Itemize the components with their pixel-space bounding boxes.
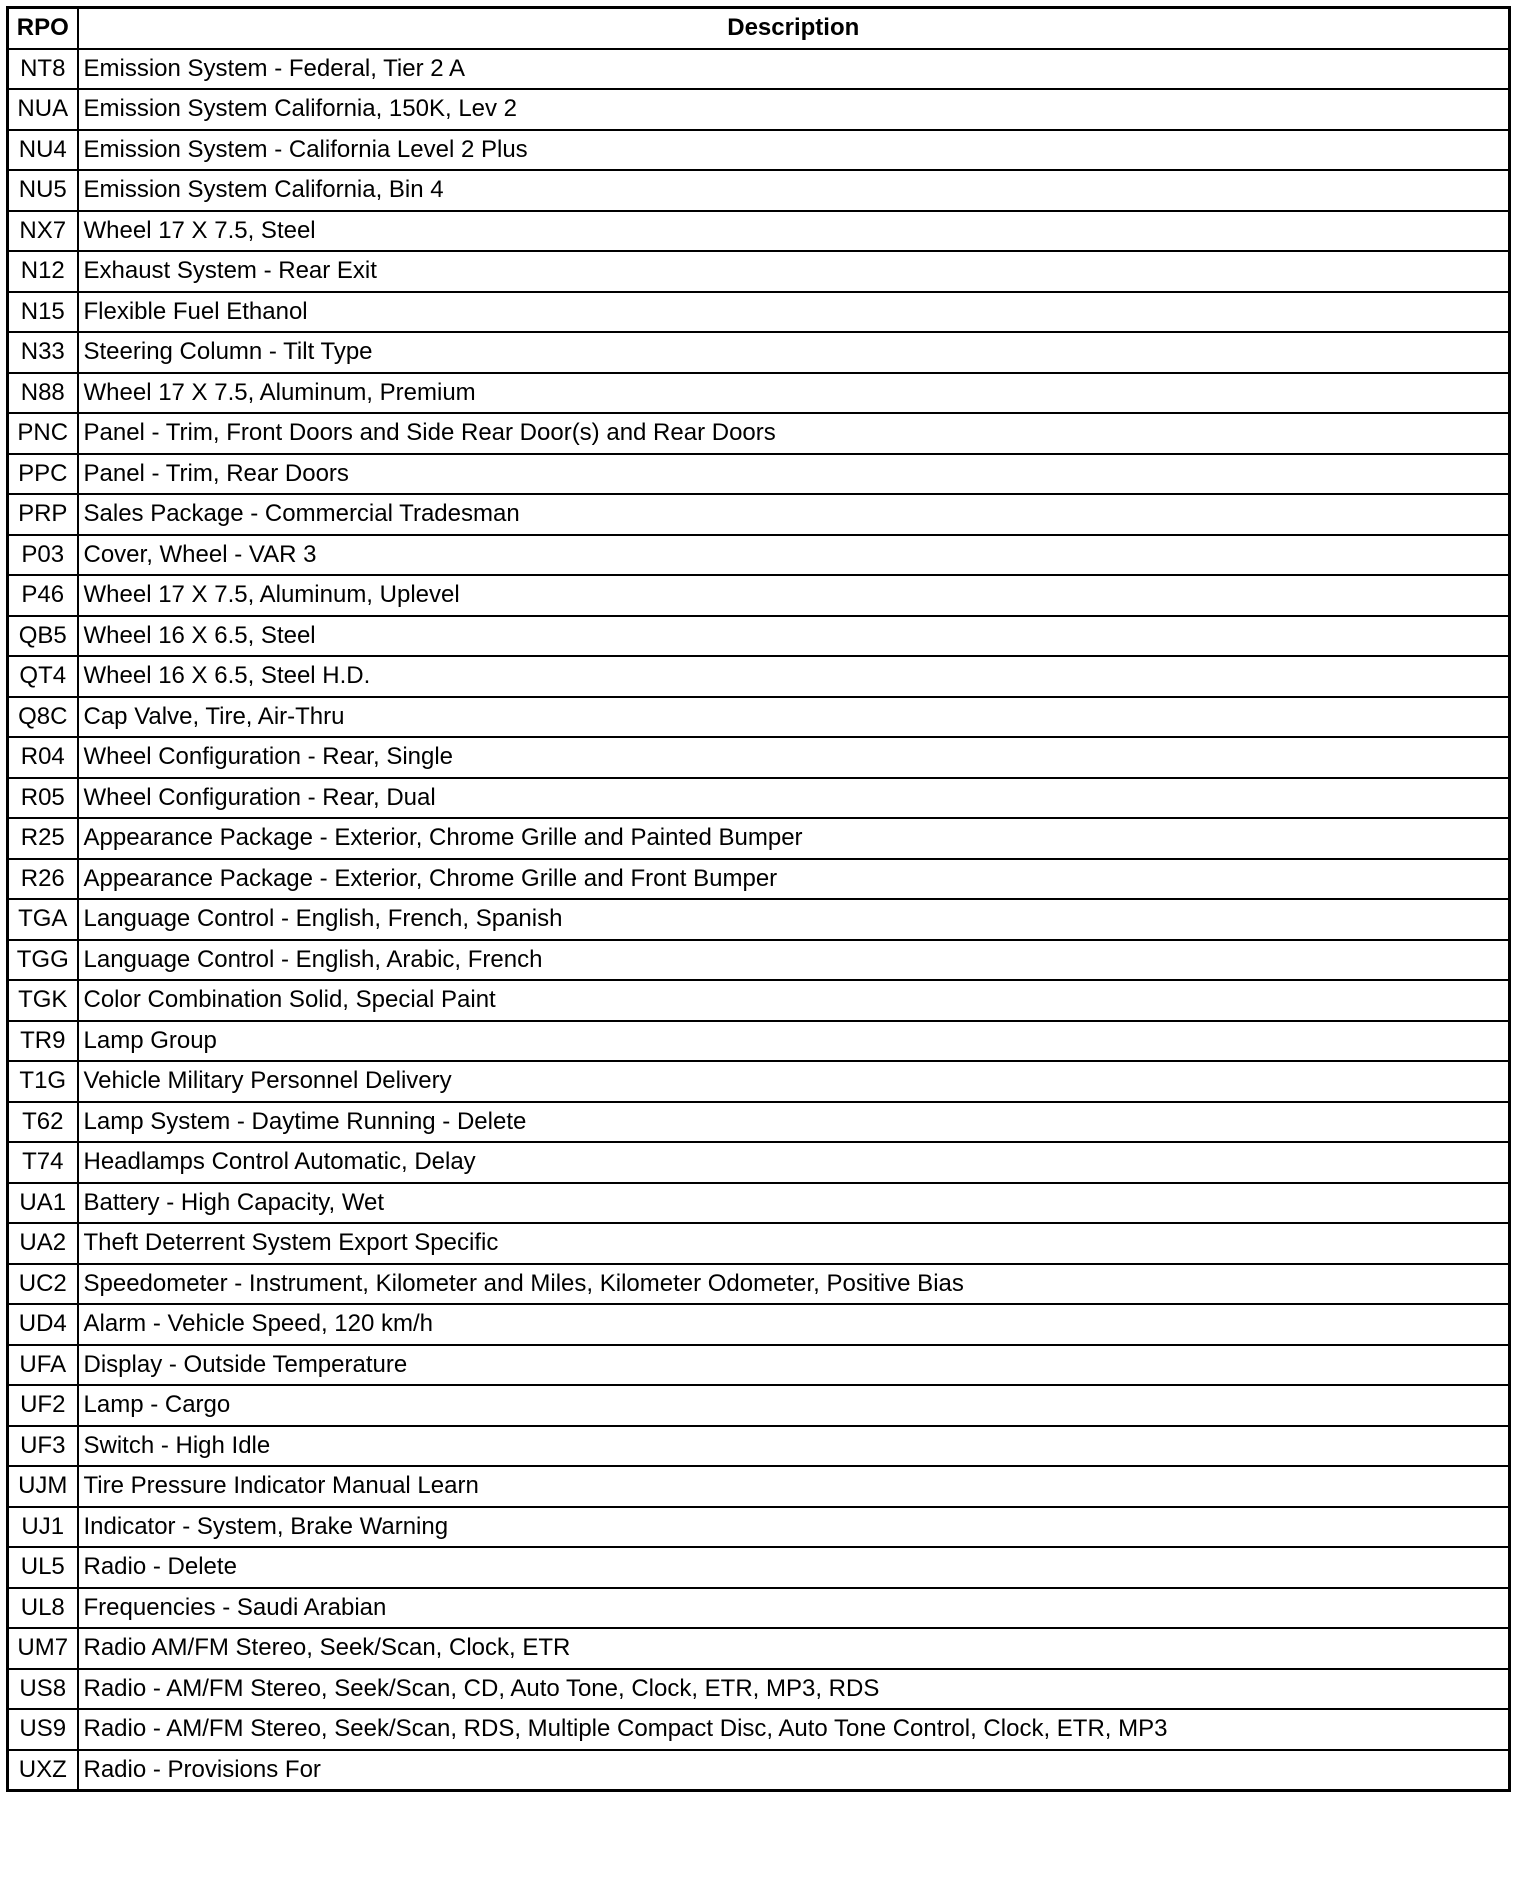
rpo-description-cell: Display - Outside Temperature <box>78 1345 1510 1386</box>
rpo-code-cell: UL8 <box>8 1588 78 1629</box>
table-row <box>8 616 1510 657</box>
rpo-description-cell: Frequencies - Saudi Arabian <box>78 1588 1510 1629</box>
rpo-description-cell: Radio - AM/FM Stereo, Seek/Scan, CD, Auto Tone, Clock, ETR, MP3, RDS <box>78 1669 1510 1710</box>
rpo-code-cell: UC2 <box>8 1264 78 1305</box>
table-row <box>8 1628 1510 1669</box>
table-row <box>8 251 1510 292</box>
rpo-description-cell: Panel - Trim, Front Doors and Side Rear Door(s) and Rear Doors <box>78 413 1510 454</box>
rpo-description-cell: Emission System - Federal, Tier 2 A <box>78 49 1510 90</box>
rpo-code-cell: PPC <box>8 454 78 495</box>
table-row <box>8 211 1510 252</box>
rpo-description-cell: Alarm - Vehicle Speed, 120 km/h <box>78 1304 1510 1345</box>
rpo-code-cell: UL5 <box>8 1547 78 1588</box>
table-row <box>8 1385 1510 1426</box>
table-row <box>8 373 1510 414</box>
rpo-description-cell: Language Control - English, Arabic, French <box>78 940 1510 981</box>
rpo-code-cell: QT4 <box>8 656 78 697</box>
table-row <box>8 656 1510 697</box>
rpo-code-cell: UXZ <box>8 1750 78 1791</box>
rpo-description-cell: Panel - Trim, Rear Doors <box>78 454 1510 495</box>
table-row <box>8 575 1510 616</box>
rpo-code-cell: UM7 <box>8 1628 78 1669</box>
rpo-code-cell: UJM <box>8 1466 78 1507</box>
table-row <box>8 1507 1510 1548</box>
table-row <box>8 737 1510 778</box>
rpo-description-cell: Headlamps Control Automatic, Delay <box>78 1142 1510 1183</box>
rpo-code-cell: N88 <box>8 373 78 414</box>
table-row <box>8 1750 1510 1791</box>
table-row <box>8 332 1510 373</box>
rpo-description-cell: Emission System California, 150K, Lev 2 <box>78 89 1510 130</box>
rpo-code-cell: PRP <box>8 494 78 535</box>
rpo-description-cell: Tire Pressure Indicator Manual Learn <box>78 1466 1510 1507</box>
table-row <box>8 1709 1510 1750</box>
rpo-description-cell: Cap Valve, Tire, Air-Thru <box>78 697 1510 738</box>
rpo-code-cell: UFA <box>8 1345 78 1386</box>
rpo-code-cell: UJ1 <box>8 1507 78 1548</box>
rpo-description-cell: Appearance Package - Exterior, Chrome Grille and Painted Bumper <box>78 818 1510 859</box>
rpo-description-cell: Speedometer - Instrument, Kilometer and Miles, Kilometer Odometer, Positive Bias <box>78 1264 1510 1305</box>
table-row <box>8 818 1510 859</box>
rpo-description-cell: Radio - Delete <box>78 1547 1510 1588</box>
rpo-code-cell: NU4 <box>8 130 78 171</box>
rpo-description-cell: Radio - AM/FM Stereo, Seek/Scan, RDS, Multiple Compact Disc, Auto Tone Control, Clock, ETR, MP3 <box>78 1709 1510 1750</box>
rpo-description-cell: Switch - High Idle <box>78 1426 1510 1467</box>
table-row <box>8 899 1510 940</box>
table-row <box>8 1426 1510 1467</box>
table-row <box>8 1304 1510 1345</box>
table-row <box>8 413 1510 454</box>
rpo-description-cell: Cover, Wheel - VAR 3 <box>78 535 1510 576</box>
table-row <box>8 1345 1510 1386</box>
rpo-description-cell: Wheel 17 X 7.5, Aluminum, Uplevel <box>78 575 1510 616</box>
table-row <box>8 1061 1510 1102</box>
table-row <box>8 1588 1510 1629</box>
rpo-description-cell: Battery - High Capacity, Wet <box>78 1183 1510 1224</box>
rpo-code-cell: NX7 <box>8 211 78 252</box>
rpo-description-cell: Wheel Configuration - Rear, Single <box>78 737 1510 778</box>
rpo-code-cell: TGA <box>8 899 78 940</box>
rpo-description-cell: Wheel Configuration - Rear, Dual <box>78 778 1510 819</box>
rpo-code-cell: NUA <box>8 89 78 130</box>
table-row <box>8 494 1510 535</box>
rpo-description-cell: Theft Deterrent System Export Specific <box>78 1223 1510 1264</box>
rpo-description-cell: Wheel 17 X 7.5, Steel <box>78 211 1510 252</box>
rpo-code-cell: R25 <box>8 818 78 859</box>
header-description: Description <box>78 8 1510 49</box>
table-row <box>8 1223 1510 1264</box>
rpo-description-cell: Exhaust System - Rear Exit <box>78 251 1510 292</box>
header-rpo: RPO <box>8 8 78 49</box>
rpo-description-cell: Vehicle Military Personnel Delivery <box>78 1061 1510 1102</box>
rpo-description-cell: Sales Package - Commercial Tradesman <box>78 494 1510 535</box>
table-body <box>8 49 1510 1791</box>
rpo-code-cell: R05 <box>8 778 78 819</box>
table-row <box>8 859 1510 900</box>
rpo-code-cell: TR9 <box>8 1021 78 1062</box>
rpo-code-cell: P46 <box>8 575 78 616</box>
rpo-code-cell: US8 <box>8 1669 78 1710</box>
table-row <box>8 1021 1510 1062</box>
rpo-code-cell: T74 <box>8 1142 78 1183</box>
rpo-description-cell: Color Combination Solid, Special Paint <box>78 980 1510 1021</box>
rpo-code-cell: TGK <box>8 980 78 1021</box>
rpo-code-cell: P03 <box>8 535 78 576</box>
rpo-code-cell: QB5 <box>8 616 78 657</box>
rpo-description-cell: Indicator - System, Brake Warning <box>78 1507 1510 1548</box>
rpo-description-cell: Emission System - California Level 2 Plus <box>78 130 1510 171</box>
table-row <box>8 130 1510 171</box>
table-row <box>8 940 1510 981</box>
rpo-table <box>6 6 1511 1792</box>
table-row <box>8 1466 1510 1507</box>
rpo-description-cell: Emission System California, Bin 4 <box>78 170 1510 211</box>
rpo-code-cell: Q8C <box>8 697 78 738</box>
table-row <box>8 1142 1510 1183</box>
table-row <box>8 1102 1510 1143</box>
rpo-code-cell: R04 <box>8 737 78 778</box>
rpo-code-cell: PNC <box>8 413 78 454</box>
table-row <box>8 1547 1510 1588</box>
rpo-code-cell: R26 <box>8 859 78 900</box>
rpo-code-cell: US9 <box>8 1709 78 1750</box>
rpo-description-cell: Radio AM/FM Stereo, Seek/Scan, Clock, ETR <box>78 1628 1510 1669</box>
table-row <box>8 535 1510 576</box>
rpo-code-cell: T1G <box>8 1061 78 1102</box>
table-row <box>8 1264 1510 1305</box>
table-row <box>8 697 1510 738</box>
rpo-description-cell: Appearance Package - Exterior, Chrome Grille and Front Bumper <box>78 859 1510 900</box>
rpo-code-cell: N12 <box>8 251 78 292</box>
rpo-description-cell: Wheel 17 X 7.5, Aluminum, Premium <box>78 373 1510 414</box>
table-row <box>8 89 1510 130</box>
rpo-description-cell: Language Control - English, French, Spanish <box>78 899 1510 940</box>
rpo-description-cell: Lamp Group <box>78 1021 1510 1062</box>
table-row <box>8 778 1510 819</box>
rpo-description-cell: Steering Column - Tilt Type <box>78 332 1510 373</box>
table-row <box>8 170 1510 211</box>
rpo-code-cell: NU5 <box>8 170 78 211</box>
rpo-code-cell: NT8 <box>8 49 78 90</box>
rpo-description-cell: Lamp - Cargo <box>78 1385 1510 1426</box>
rpo-description-cell: Radio - Provisions For <box>78 1750 1510 1791</box>
table-row <box>8 292 1510 333</box>
table-row <box>8 1183 1510 1224</box>
table-row <box>8 49 1510 90</box>
rpo-description-cell: Wheel 16 X 6.5, Steel H.D. <box>78 656 1510 697</box>
table-row <box>8 1669 1510 1710</box>
rpo-code-cell: UD4 <box>8 1304 78 1345</box>
rpo-description-cell: Wheel 16 X 6.5, Steel <box>78 616 1510 657</box>
rpo-code-cell: UF2 <box>8 1385 78 1426</box>
rpo-code-cell: UF3 <box>8 1426 78 1467</box>
table-row <box>8 454 1510 495</box>
table-row <box>8 980 1510 1021</box>
rpo-code-cell: N15 <box>8 292 78 333</box>
rpo-code-cell: N33 <box>8 332 78 373</box>
rpo-code-cell: UA1 <box>8 1183 78 1224</box>
rpo-description-cell: Flexible Fuel Ethanol <box>78 292 1510 333</box>
table-header-row <box>8 8 1510 49</box>
rpo-code-cell: TGG <box>8 940 78 981</box>
rpo-code-cell: UA2 <box>8 1223 78 1264</box>
rpo-description-cell: Lamp System - Daytime Running - Delete <box>78 1102 1510 1143</box>
rpo-code-cell: T62 <box>8 1102 78 1143</box>
